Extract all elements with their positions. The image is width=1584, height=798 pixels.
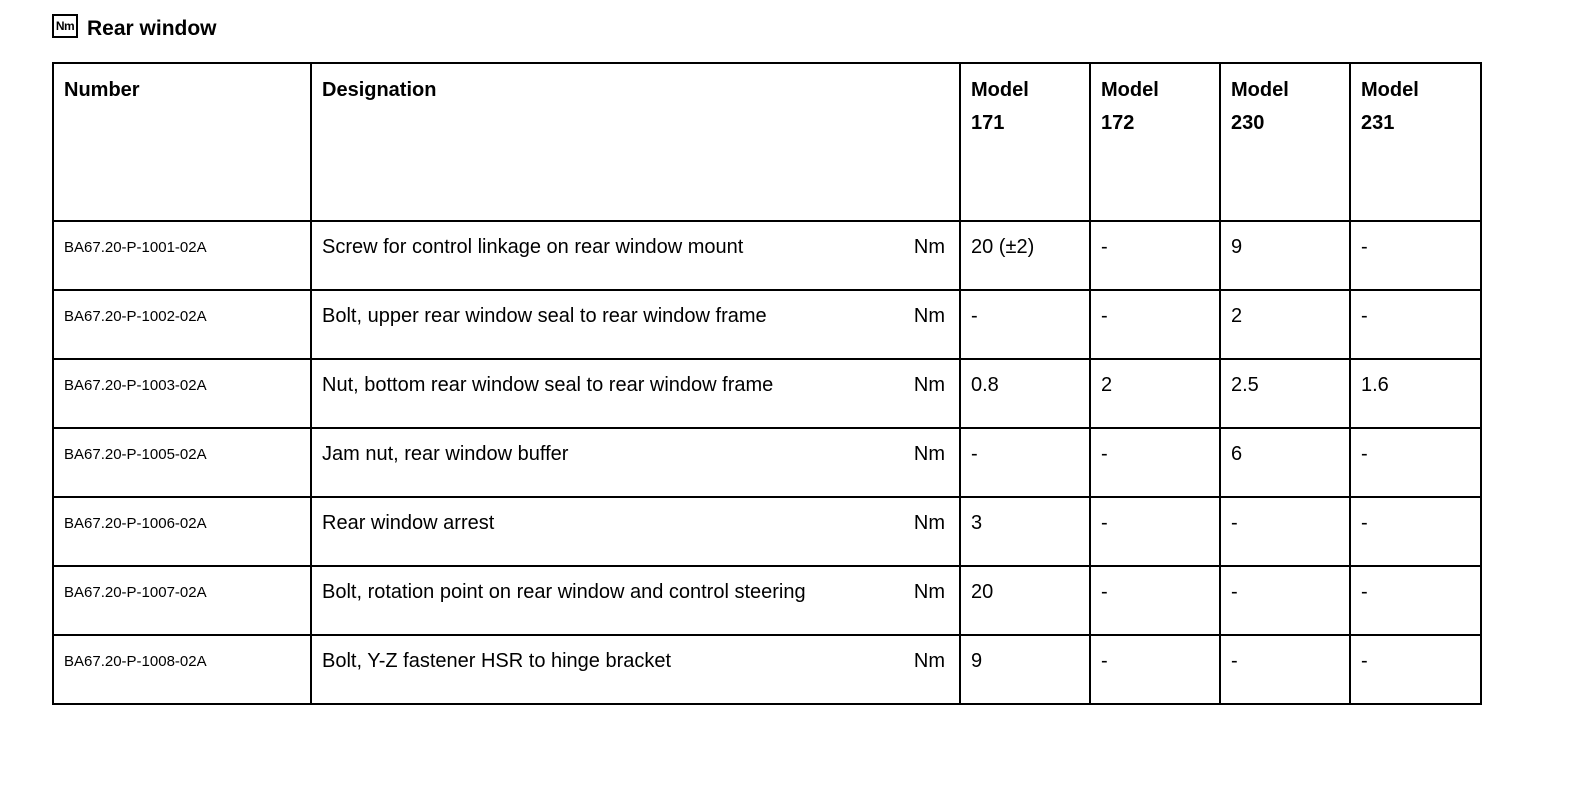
value-model-172: - — [1090, 566, 1220, 635]
page-title: Rear window — [87, 17, 217, 40]
value-model-171: - — [960, 428, 1090, 497]
header-model-number: 172 — [1101, 112, 1135, 134]
table-row — [53, 290, 1481, 359]
row-designation — [311, 221, 960, 290]
value-model-231: - — [1350, 497, 1481, 566]
designation-text: Screw for control linkage on rear window mount — [322, 236, 744, 258]
row-number: BA67.20-P-1007-02A — [53, 566, 311, 635]
row-designation — [311, 290, 960, 359]
header-model-172 — [1090, 63, 1220, 221]
row-number: BA67.20-P-1003-02A — [53, 359, 311, 428]
table-row — [53, 497, 1481, 566]
row-number: BA67.20-P-1002-02A — [53, 290, 311, 359]
value-model-171: 20 (±2) — [960, 221, 1090, 290]
value-model-230: - — [1220, 635, 1350, 704]
torque-nm-icon: Nm — [52, 14, 78, 38]
header-model-label: Model — [971, 79, 1029, 101]
value-model-231: - — [1350, 635, 1481, 704]
value-model-172: - — [1090, 428, 1220, 497]
designation-text: Jam nut, rear window buffer — [322, 443, 569, 465]
table-row — [53, 566, 1481, 635]
row-number: BA67.20-P-1005-02A — [53, 428, 311, 497]
value-model-230: 6 — [1220, 428, 1350, 497]
unit-label: Nm — [913, 512, 945, 534]
value-model-171: - — [960, 290, 1090, 359]
row-designation — [311, 428, 960, 497]
page-header — [52, 14, 217, 44]
header-designation: Designation — [311, 63, 960, 221]
row-number: BA67.20-P-1001-02A — [53, 221, 311, 290]
table-row — [53, 635, 1481, 704]
value-model-231: - — [1350, 221, 1481, 290]
header-model-231 — [1350, 63, 1481, 221]
value-model-171: 3 — [960, 497, 1090, 566]
row-designation — [311, 359, 960, 428]
value-model-171: 0.8 — [960, 359, 1090, 428]
value-model-230: 9 — [1220, 221, 1350, 290]
value-model-172: - — [1090, 221, 1220, 290]
header-model-number: 171 — [971, 112, 1005, 134]
header-model-label: Model — [1231, 79, 1289, 101]
unit-label: Nm — [913, 374, 945, 396]
designation-text: Bolt, upper rear window seal to rear window frame — [322, 305, 767, 327]
table-row — [53, 221, 1481, 290]
designation-text: Rear window arrest — [322, 512, 495, 534]
header-model-171 — [960, 63, 1090, 221]
value-model-230: 2 — [1220, 290, 1350, 359]
unit-label: Nm — [913, 236, 945, 258]
value-model-231: 1.6 — [1350, 359, 1481, 428]
value-model-231: - — [1350, 566, 1481, 635]
header-number: Number — [53, 63, 311, 221]
value-model-230: - — [1220, 497, 1350, 566]
row-number: BA67.20-P-1008-02A — [53, 635, 311, 704]
value-model-172: - — [1090, 497, 1220, 566]
designation-text: Bolt, rotation point on rear window and control steering — [322, 581, 806, 603]
header-model-number: 231 — [1361, 112, 1395, 134]
unit-label: Nm — [913, 443, 945, 465]
torque-spec-table — [52, 62, 1482, 705]
value-model-171: 20 — [960, 566, 1090, 635]
row-number: BA67.20-P-1006-02A — [53, 497, 311, 566]
row-designation — [311, 497, 960, 566]
value-model-230: 2.5 — [1220, 359, 1350, 428]
designation-text: Bolt, Y-Z fastener HSR to hinge bracket — [322, 650, 672, 672]
unit-label: Nm — [913, 305, 945, 327]
row-designation — [311, 566, 960, 635]
header-model-number: 230 — [1231, 112, 1265, 134]
header-model-230 — [1220, 63, 1350, 221]
value-model-172: - — [1090, 290, 1220, 359]
value-model-231: - — [1350, 290, 1481, 359]
unit-label: Nm — [913, 581, 945, 603]
header-model-label: Model — [1101, 79, 1159, 101]
designation-text: Nut, bottom rear window seal to rear window frame — [322, 374, 774, 396]
table-row — [53, 428, 1481, 497]
header-model-label: Model — [1361, 79, 1419, 101]
table-row — [53, 359, 1481, 428]
value-model-171: 9 — [960, 635, 1090, 704]
unit-label: Nm — [913, 650, 945, 672]
value-model-172: - — [1090, 635, 1220, 704]
table-header-row — [53, 63, 1481, 221]
row-designation — [311, 635, 960, 704]
value-model-231: - — [1350, 428, 1481, 497]
value-model-230: - — [1220, 566, 1350, 635]
value-model-172: 2 — [1090, 359, 1220, 428]
